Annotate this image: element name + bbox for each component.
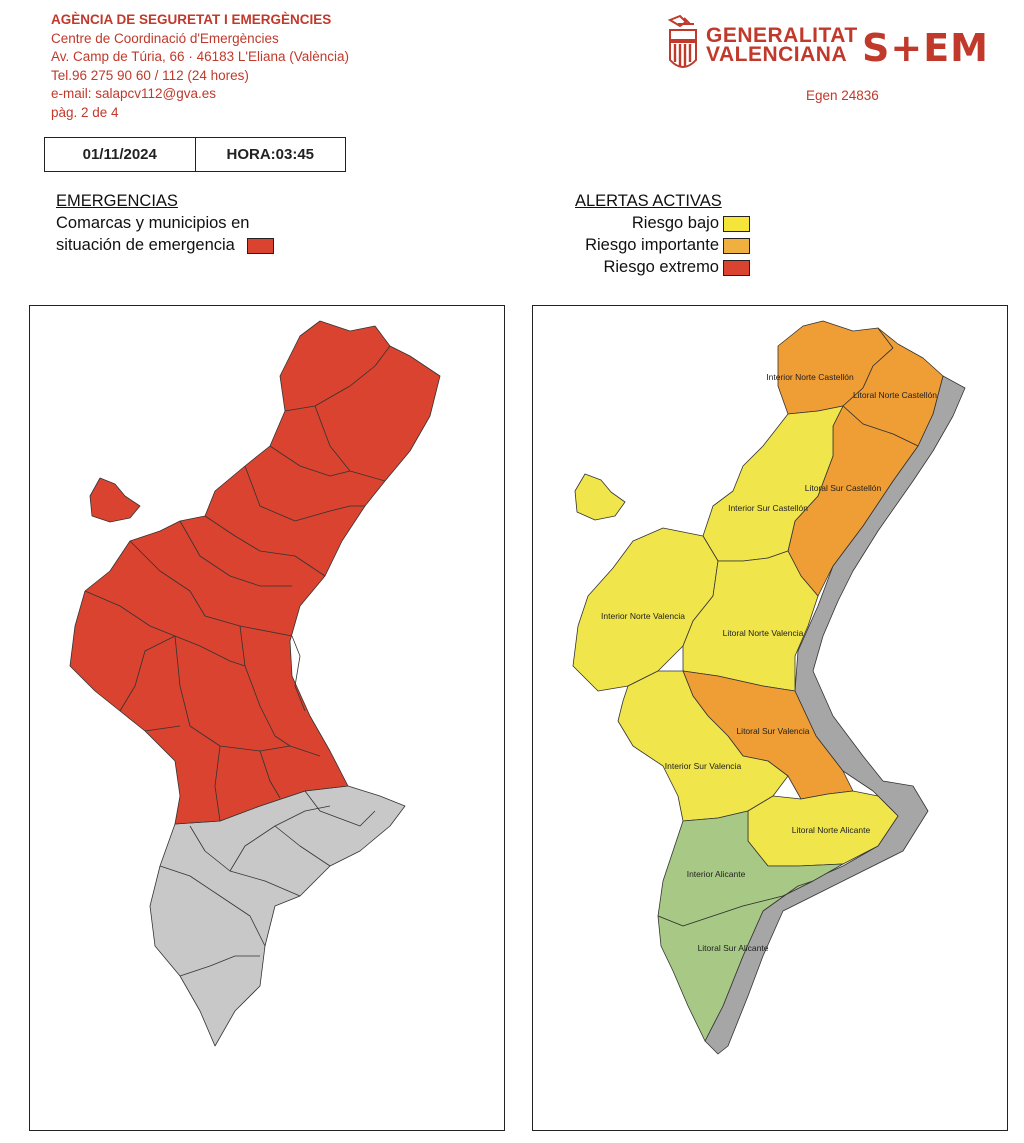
legend-important (575, 234, 750, 256)
alerts-map-svg (533, 306, 1007, 1130)
emergencies-line1: Comarcas y municipios en (56, 214, 250, 232)
legend-low (575, 212, 750, 234)
address: Av. Camp de Túria, 66 · 46183 L'Eliana (València) (51, 49, 349, 64)
date-value: 01/11/2024 (82, 146, 157, 163)
label-interior-norte-castellon: Interior Norte Castellón (766, 372, 854, 382)
label-litoral-sur-alicante: Litoral Sur Alicante (697, 943, 769, 953)
castellon-valencia-region (70, 321, 440, 824)
emergencies-line2: situación de emergencia (56, 236, 235, 254)
legend-important-swatch (723, 238, 750, 254)
rincon-de-ademuz (90, 478, 140, 522)
alerts-legend (575, 190, 750, 278)
alerts-title: ALERTAS ACTIVAS (575, 192, 722, 210)
legend-low-swatch (723, 216, 750, 232)
alerts-map (532, 305, 1008, 1131)
emergencies-title: EMERGENCIAS (56, 192, 178, 210)
agency-header (51, 11, 349, 122)
label-litoral-sur-castellon: Litoral Sur Castellón (804, 483, 882, 493)
emergency-map (29, 305, 505, 1131)
label-interior-alicante: Interior Alicante (686, 869, 746, 879)
legend-important-label: Riesgo importante (585, 236, 719, 254)
generalitat-line1: GENERALITAT (706, 24, 858, 47)
legend-low-label: Riesgo bajo (631, 214, 719, 232)
generalitat-line2: VALENCIANA (706, 43, 848, 66)
legend-extreme (575, 256, 750, 278)
phone: Tel.96 275 90 60 / 112 (24 hores) (51, 67, 249, 83)
emergencies-legend (56, 190, 274, 256)
centre-name: Centre de Coordinació d'Emergències (51, 30, 279, 46)
emergency-map-svg (30, 306, 504, 1130)
coat-of-arms-icon (664, 14, 702, 78)
date-time-box (44, 137, 346, 172)
zone-rincon-enclave (575, 474, 625, 520)
email: e-mail: salapcv112@gva.es (51, 86, 217, 101)
label-litoral-sur-valencia: Litoral Sur Valencia (736, 726, 810, 736)
label-interior-norte-valencia: Interior Norte Valencia (601, 611, 685, 621)
generalitat-logo (664, 14, 858, 78)
label-litoral-norte-alicante: Litoral Norte Alicante (791, 825, 871, 835)
page-number: pàg. 2 de 4 (51, 104, 119, 120)
sem-logo: S+EM (862, 26, 989, 70)
time-value: HORA:03:45 (195, 138, 346, 171)
legend-extreme-swatch (723, 260, 750, 276)
label-interior-sur-castellon: Interior Sur Castellón (728, 503, 808, 513)
emergency-swatch (247, 238, 274, 254)
label-interior-sur-valencia: Interior Sur Valencia (664, 761, 742, 771)
legend-extreme-label: Riesgo extremo (603, 258, 719, 276)
label-litoral-norte-castellon: Litoral Norte Castellón (852, 390, 938, 400)
label-litoral-norte-valencia: Litoral Norte Valencia (722, 628, 804, 638)
egen-code: Egen 24836 (806, 88, 879, 103)
agency-name: AGÈNCIA DE SEGURETAT I EMERGÈNCIES (51, 12, 332, 27)
